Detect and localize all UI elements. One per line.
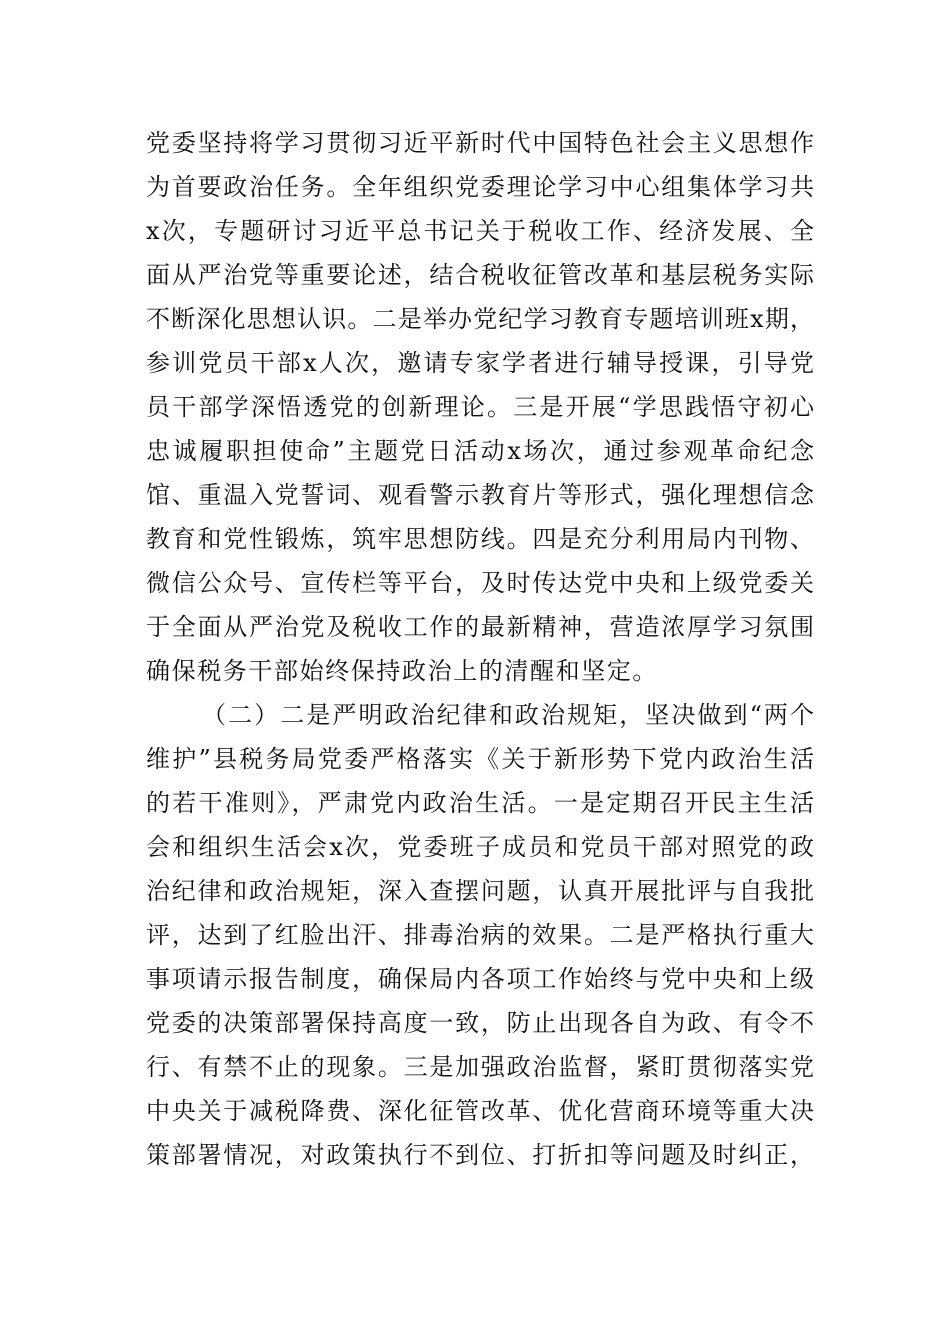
section-heading-line: （二）二是严明政治纪律和政治规矩，坚决做到“两个 xyxy=(202,701,817,729)
text-line xyxy=(146,1001,814,1045)
text-line xyxy=(146,209,817,253)
text-line-content: 微信公众号、宣传栏等平台，及时传达党中央和上级党委关 xyxy=(146,569,816,597)
text-line xyxy=(146,913,814,957)
text-line xyxy=(146,781,817,825)
text-line-content: 事项请示报告制度，确保局内各项工作始终与党中央和上级 xyxy=(146,965,816,993)
text-line-content: 党委坚持将学习贯彻习近平新时代中国特色社会主义思想作 xyxy=(146,129,816,157)
text-line-content: 的若干准则》，严肃党内政治生活。一是定期召开民主生活 xyxy=(146,789,817,817)
text-line-content: 确保税务干部始终保持政治上的清醒和坚定。 xyxy=(146,657,658,685)
text-line xyxy=(146,473,814,517)
text-line-content: 不断深化思想认识。二是举办党纪学习教育专题培训班x期， xyxy=(146,305,816,333)
paragraph-2 xyxy=(146,693,817,1177)
text-line xyxy=(146,1089,814,1133)
text-line-content: 行、有禁不止的现象。三是加强政治监督，紧盯贯彻落实党 xyxy=(146,1053,816,1081)
text-line-content: 党委的决策部署保持高度一致，防止出现各自为政、有令不 xyxy=(146,1009,816,1037)
text-line-content: 于全面从严治党及税收工作的最新精神，营造浓厚学习氛围 xyxy=(146,613,816,641)
text-line-content: 评，达到了红脸出汗、排毒治病的效果。二是严格执行重大 xyxy=(146,921,816,949)
text-line-content: 忠诚履职担使命”主题党日活动x场次，通过参观革命纪念 xyxy=(146,437,817,465)
text-line xyxy=(146,341,817,385)
text-line xyxy=(146,561,814,605)
text-line-content: 面从严治党等重要论述，结合税收征管改革和基层税务实际 xyxy=(146,261,816,289)
text-line-content: 馆、重温入党誓词、观看警示教育片等形式，强化理想信念 xyxy=(146,481,816,509)
text-line-content: 会和组织生活会x次，党委班子成员和党员干部对照党的政 xyxy=(146,833,817,861)
text-line-content: 参训党员干部x人次，邀请专家学者进行辅导授课，引导党 xyxy=(146,349,817,377)
text-line xyxy=(146,957,814,1001)
text-line xyxy=(146,869,814,913)
paragraph-1 xyxy=(146,121,817,693)
text-line-content: 中央关于减税降费、深化征管改革、优化营商环境等重大决 xyxy=(146,1097,816,1125)
text-line xyxy=(146,693,817,737)
text-line xyxy=(146,605,814,649)
text-line-content: 维护”县税务局党委严格落实《关于新形势下党内政治生活 xyxy=(146,745,817,773)
text-line xyxy=(146,649,814,693)
text-line xyxy=(146,1045,814,1089)
text-line xyxy=(146,737,817,781)
text-line-content: 治纪律和政治规矩，深入查摆问题，认真开展批评与自我批 xyxy=(146,877,816,905)
text-line-content: 员干部学深悟透党的创新理论。三是开展“学思践悟守初心 xyxy=(146,393,817,421)
text-line-content: 策部署情况，对政策执行不到位、打折扣等问题及时纠正， xyxy=(146,1141,816,1169)
text-line xyxy=(146,385,817,429)
text-line-content: x次，专题研讨习近平总书记关于税收工作、经济发展、全 xyxy=(146,217,817,245)
text-line xyxy=(146,825,817,869)
text-line-content: 教育和党性锻炼，筑牢思想防线。四是充分利用局内刊物、 xyxy=(146,525,816,553)
text-line xyxy=(146,1133,814,1177)
text-line xyxy=(146,429,817,473)
document-body xyxy=(146,121,817,1177)
text-line xyxy=(146,297,814,341)
text-line-content: 为首要政治任务。全年组织党委理论学习中心组集体学习共 xyxy=(146,173,816,201)
text-line xyxy=(146,517,814,561)
text-line xyxy=(146,121,814,165)
text-line xyxy=(146,165,814,209)
text-line xyxy=(146,253,814,297)
